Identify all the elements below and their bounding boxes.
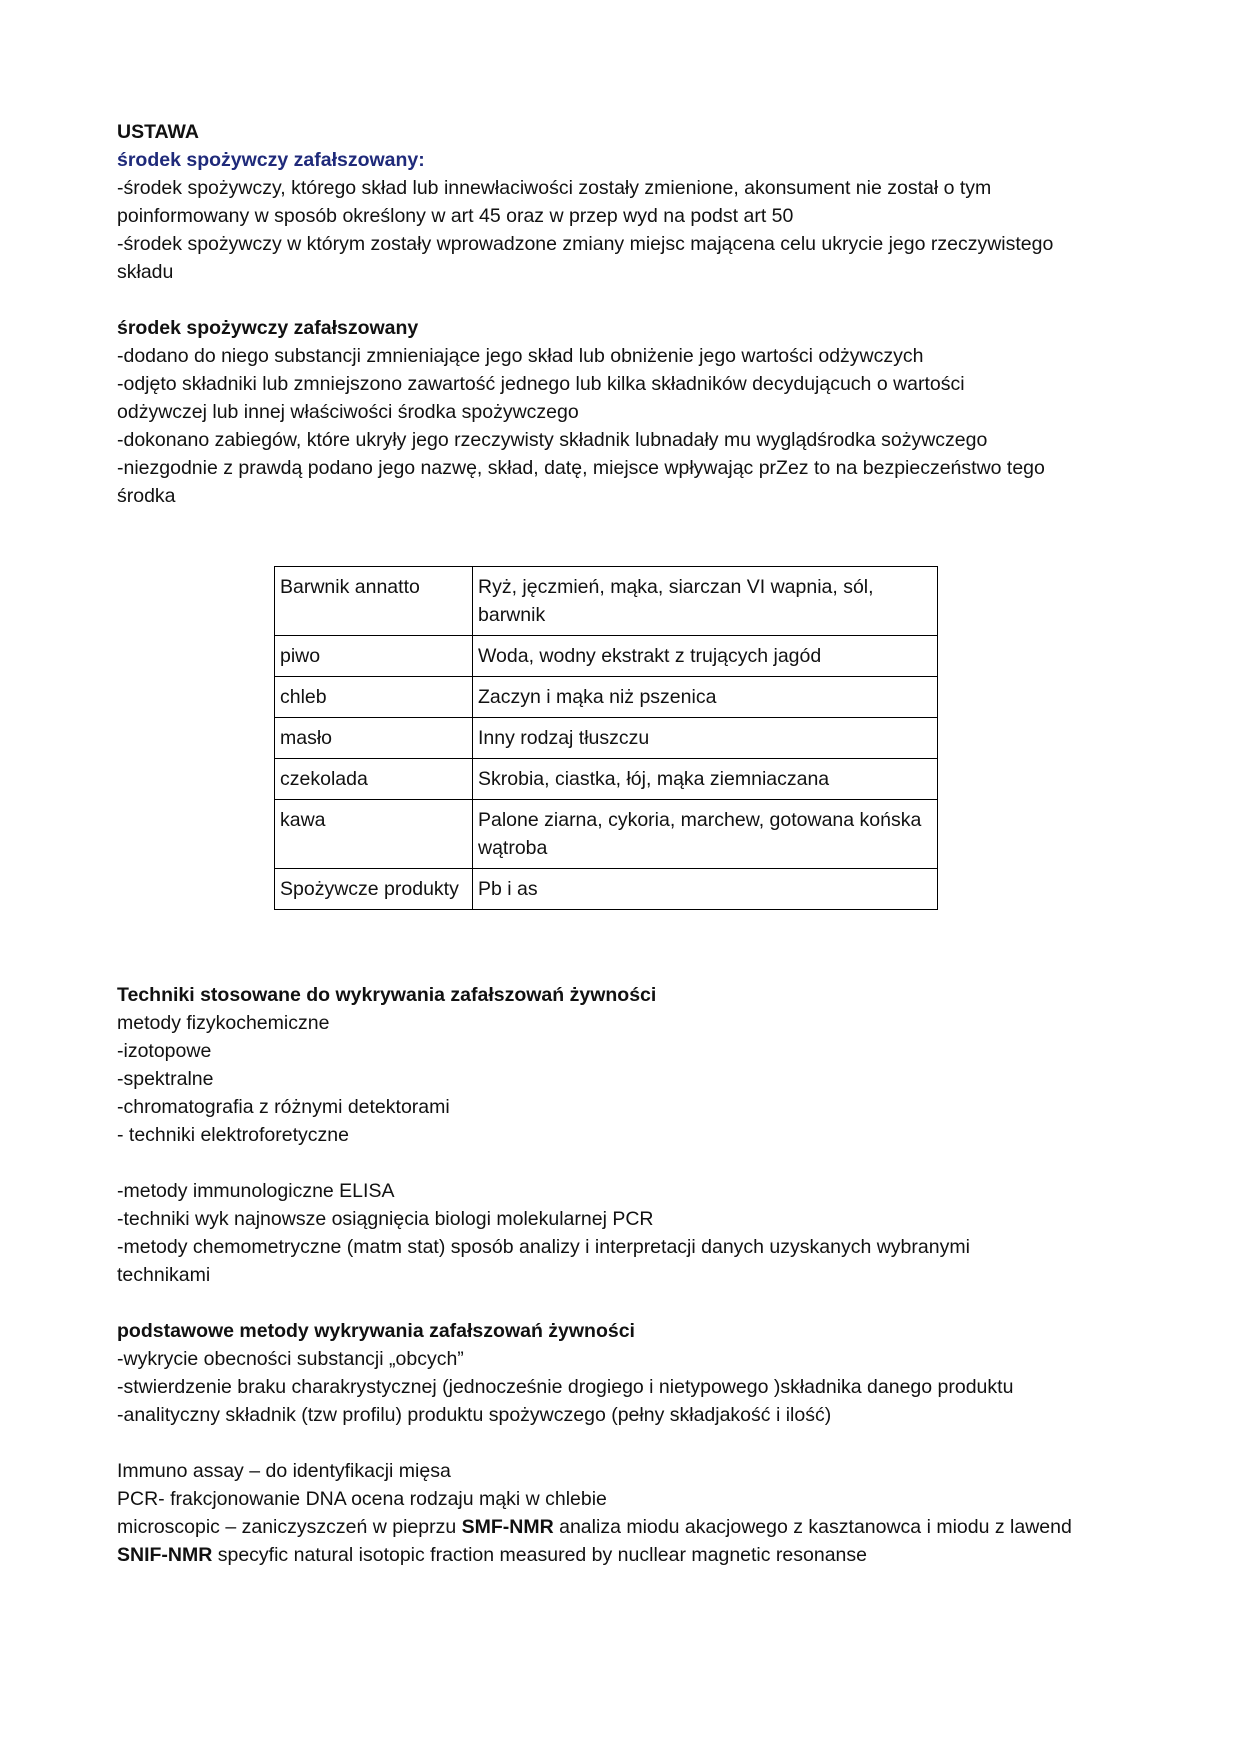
metody-text: microscopic – zaniczyszczeń w pieprzu [117,1516,462,1538]
metody-line: PCR- frakcjonowanie DNA ocena rodzaju mąki w chlebie [117,1488,607,1510]
table-cell-adulterant: Zaczyn i mąka niż pszenica [473,677,938,718]
podstawowe-heading: podstawowe metody wykrywania zafałszowań żywności [117,1320,635,1342]
table-row [275,759,938,800]
table-cell-adulterant: Woda, wodny ekstrakt z trujących jagód [473,636,938,677]
metody-line [117,1541,1127,1569]
table-row [275,718,938,759]
snif-nmr-term: SNIF-NMR [117,1544,213,1566]
ustawa-subheading: środek spożywczy zafałszowany: [117,149,425,171]
table-row [275,636,938,677]
ustawa-line: składu [117,261,174,283]
table-cell-product: chleb [275,677,473,718]
table-row [275,677,938,718]
table-cell-product: czekolada [275,759,473,800]
podstawowe-line: -stwierdzenie braku charakrystycznej (jednocześnie drogiego i nietypowego )składnika danego produktu [117,1376,1014,1398]
metody-line: Immuno assay – do identyfikacji mięsa [117,1460,451,1482]
techniki-line: -techniki wyk najnowsze osiągnięcia biologi molekularnej PCR [117,1208,654,1230]
techniki-line: -chromatografia z różnymi detektorami [117,1096,450,1118]
techniki-line: -metody immunologiczne ELISA [117,1180,395,1202]
upper-text [117,118,1127,510]
spacer [117,1149,1127,1177]
techniki-line: -spektralne [117,1068,214,1090]
adulteration-table [274,566,938,910]
table-cell-adulterant: Palone ziarna, cykoria, marchew, gotowana końska wątroba [473,800,938,869]
techniki-heading: Techniki stosowane do wykrywania zafałszowań żywności [117,984,657,1006]
techniki-line: -izotopowe [117,1040,212,1062]
podstawowe-line: -wykrycie obecności substancji „obcych” [117,1348,464,1370]
metody-text: analiza miodu akacjowego z kasztanowca i miodu z lawend [553,1516,1072,1538]
zafalszowany-heading: środek spożywczy zafałszowany [117,317,419,339]
techniki-line: metody fizykochemiczne [117,1012,330,1034]
table-cell-product: Barwnik annatto [275,567,473,636]
spacer [117,1429,1127,1457]
metody-text: specyfic natural isotopic fraction measured by nucllear magnetic resonanse [212,1544,867,1566]
ustawa-line: -środek spożywczy, którego skład lub innewłaciwości zostały zmienione, akonsument nie został o tym [117,177,992,199]
zafalszowany-line: odżywczej lub innej właściwości środka spożywczego [117,401,579,423]
table-cell-adulterant: Pb i as [473,869,938,910]
spacer [117,1289,1127,1317]
podstawowe-line: -analityczny składnik (tzw profilu) produktu spożywczego (pełny składjakość i ilość) [117,1404,832,1426]
zafalszowany-line: -dokonano zabiegów, które ukryły jego rzeczywisty składnik lubnadały mu wyglądśrodka sożywczego [117,429,988,451]
lower-text [117,981,1127,1569]
table-cell-adulterant: Skrobia, ciastka, łój, mąka ziemniaczana [473,759,938,800]
table-cell-adulterant: Inny rodzaj tłuszczu [473,718,938,759]
table-cell-product: kawa [275,800,473,869]
techniki-line: -metody chemometryczne (matm stat) sposób analizy i interpretacji danych uzyskanych wybranymi [117,1236,970,1258]
table-cell-adulterant: Ryż, jęczmień, mąka, siarczan VI wapnia, sól, barwnik [473,567,938,636]
techniki-line: technikami [117,1264,211,1286]
table-cell-product: Spożywcze produkty [275,869,473,910]
spacer [117,286,1127,314]
table-cell-product: masło [275,718,473,759]
ustawa-line: -środek spożywczy w którym zostały wprowadzone zmiany miejsc mającena celu ukrycie jego rzeczywistego [117,233,1054,255]
zafalszowany-line: środka [117,485,176,507]
metody-line [117,1513,1127,1541]
table-row [275,567,938,636]
table-row [275,800,938,869]
techniki-line: - techniki elektroforetyczne [117,1124,349,1146]
table-row [275,869,938,910]
table-cell-product: piwo [275,636,473,677]
zafalszowany-line: -niezgodnie z prawdą podano jego nazwę, skład, datę, miejsce wpływając prZez to na bezpieczeństwo tego [117,457,1045,479]
ustawa-line: poinformowany w sposób określony w art 45 oraz w przep wyd na podst art 50 [117,205,794,227]
zafalszowany-line: -dodano do niego substancji zmnieniające jego skład lub obniżenie jego wartości odżywczych [117,345,924,367]
ustawa-heading: USTAWA [117,121,199,143]
smf-nmr-term: SMF-NMR [461,1516,554,1538]
zafalszowany-line: -odjęto składniki lub zmniejszono zawartość jednego lub kilka składników decydującuch o wartości [117,373,965,395]
